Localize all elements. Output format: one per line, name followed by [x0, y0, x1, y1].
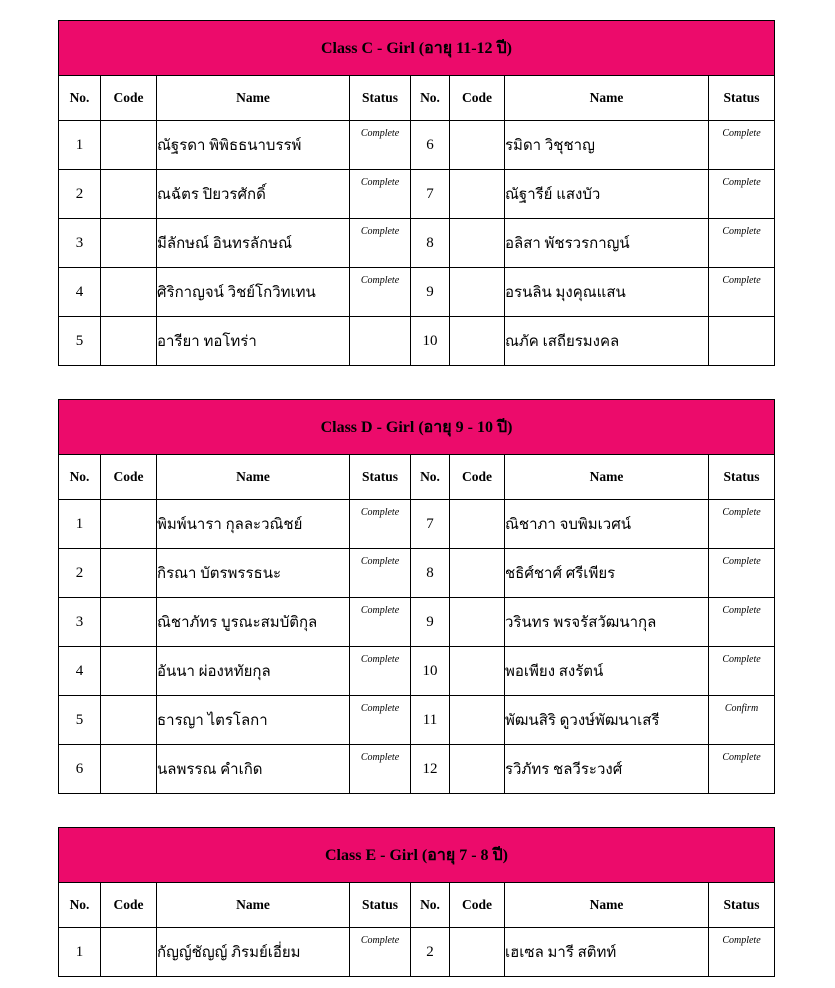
entry-number: 2	[59, 170, 101, 219]
status-label: Complete	[360, 177, 400, 188]
entry-code	[101, 121, 157, 170]
status-label: Complete	[722, 128, 761, 139]
entry-name: ณิชาภัทร บูรณะสมบัติกุล	[157, 598, 350, 647]
entry-name: ธารญา ไตรโลกา	[157, 696, 350, 745]
entry-status	[350, 598, 411, 647]
entry-status	[350, 268, 411, 317]
entry-code	[101, 745, 157, 794]
entry-name: อันนา ผ่องหทัยกุล	[157, 647, 350, 696]
entry-code	[101, 317, 157, 366]
entry-name: พิมพ์นารา กุลละวณิชย์	[157, 500, 350, 549]
entry-number: 1	[59, 500, 101, 549]
header-no: No.	[59, 883, 101, 928]
entry-code	[101, 268, 157, 317]
entry-name: มีลักษณ์ อินทรลักษณ์	[157, 219, 350, 268]
class-d-title: Class D - Girl (อายุ 9 - 10 ปี)	[59, 400, 775, 455]
entry-name: ณภัค เสถียรมงคล	[505, 317, 709, 366]
header-code: Code	[101, 883, 157, 928]
entry-number: 10	[411, 647, 450, 696]
entry-number: 12	[411, 745, 450, 794]
header-code: Code	[450, 883, 505, 928]
entry-number: 6	[59, 745, 101, 794]
entry-code	[101, 647, 157, 696]
entry-status	[350, 317, 411, 366]
entry-name: ณฉัตร ปิยวรศักดิ์	[157, 170, 350, 219]
entry-number: 2	[411, 928, 450, 977]
header-status: Status	[350, 883, 411, 928]
entry-code	[450, 745, 505, 794]
entry-number: 7	[411, 170, 450, 219]
status-label: Complete	[722, 654, 761, 665]
entry-code	[101, 500, 157, 549]
entry-name: อารียา ทอโทร่า	[157, 317, 350, 366]
header-name: Name	[157, 76, 350, 121]
entry-number: 8	[411, 549, 450, 598]
entry-number: 1	[59, 121, 101, 170]
entry-status	[350, 121, 411, 170]
header-code: Code	[450, 455, 505, 500]
entry-status	[709, 219, 775, 268]
table-row	[59, 745, 775, 794]
entry-status	[709, 696, 775, 745]
entry-name: ณัฐารีย์ แสงบัว	[505, 170, 709, 219]
header-name: Name	[157, 883, 350, 928]
header-name: Name	[505, 455, 709, 500]
entry-code	[101, 549, 157, 598]
entry-number: 8	[411, 219, 450, 268]
header-no: No.	[411, 76, 450, 121]
entry-number: 4	[59, 647, 101, 696]
entry-number: 1	[59, 928, 101, 977]
status-label: Complete	[360, 703, 400, 714]
entry-status	[709, 745, 775, 794]
entry-code	[450, 647, 505, 696]
entry-name: ณัฐรดา พิพิธธนาบรรพ์	[157, 121, 350, 170]
entry-number: 2	[59, 549, 101, 598]
header-no: No.	[411, 883, 450, 928]
table-row	[59, 268, 775, 317]
entry-name: พัฒนสิริ ดูวงษ์พัฒนาเสรี	[505, 696, 709, 745]
entry-status	[709, 500, 775, 549]
entry-code	[450, 549, 505, 598]
entry-status	[350, 647, 411, 696]
status-label: Complete	[360, 275, 400, 286]
status-label: Complete	[722, 935, 761, 946]
table-row	[59, 647, 775, 696]
entry-number: 3	[59, 219, 101, 268]
table-row	[59, 317, 775, 366]
entry-code	[101, 598, 157, 647]
entry-code	[450, 500, 505, 549]
entry-status	[350, 928, 411, 977]
entry-code	[450, 121, 505, 170]
entry-status	[709, 317, 775, 366]
entry-number: 4	[59, 268, 101, 317]
status-label: Complete	[722, 556, 761, 567]
table-row	[59, 696, 775, 745]
entry-name: ณิชาภา จบพิมเวศน์	[505, 500, 709, 549]
status-label: Complete	[360, 605, 400, 616]
entry-name: นลพรรณ คำเกิด	[157, 745, 350, 794]
header-no: No.	[59, 455, 101, 500]
status-label: Complete	[360, 226, 400, 237]
entry-code	[101, 170, 157, 219]
status-label: Confirm	[724, 703, 759, 714]
status-label: Complete	[360, 752, 400, 763]
status-label	[709, 317, 774, 324]
entry-name: รมิดา วิชุชาญ	[505, 121, 709, 170]
class-e-table	[58, 827, 775, 977]
entry-status	[350, 696, 411, 745]
entry-name: พอเพียง สงรัตน์	[505, 647, 709, 696]
status-label: Complete	[722, 507, 761, 518]
header-status: Status	[709, 883, 775, 928]
status-label	[350, 317, 410, 324]
entry-status	[350, 745, 411, 794]
entry-name: อลิสา พัชรวรกาญน์	[505, 219, 709, 268]
entry-number: 10	[411, 317, 450, 366]
status-label: Complete	[722, 226, 761, 237]
class-e-section	[58, 827, 774, 977]
entry-number: 5	[59, 317, 101, 366]
entry-number: 5	[59, 696, 101, 745]
entry-name: กัญญ์ชัญญ์ ภิรมย์เอี่ยม	[157, 928, 350, 977]
class-c-title: Class C - Girl (อายุ 11-12 ปี)	[59, 21, 775, 76]
table-row	[59, 500, 775, 549]
entry-number: 3	[59, 598, 101, 647]
status-label: Complete	[360, 128, 400, 139]
header-code: Code	[101, 455, 157, 500]
header-code: Code	[101, 76, 157, 121]
entry-status	[350, 219, 411, 268]
entry-code	[450, 696, 505, 745]
entry-code	[450, 317, 505, 366]
header-name: Name	[505, 76, 709, 121]
class-d-table	[58, 399, 775, 794]
entry-number: 11	[411, 696, 450, 745]
table-row	[59, 928, 775, 977]
class-c-section	[58, 20, 774, 366]
header-status: Status	[350, 455, 411, 500]
entry-name: ชธิศ์ชาศ์ ศรีเพียร	[505, 549, 709, 598]
entry-status	[350, 500, 411, 549]
table-row	[59, 598, 775, 647]
status-label: Complete	[360, 507, 400, 518]
entry-code	[101, 696, 157, 745]
table-row	[59, 219, 775, 268]
entry-code	[450, 219, 505, 268]
entry-status	[709, 647, 775, 696]
header-status: Status	[350, 76, 411, 121]
class-c-table	[58, 20, 775, 366]
entry-code	[101, 219, 157, 268]
entry-code	[450, 170, 505, 219]
entry-number: 7	[411, 500, 450, 549]
table-row	[59, 170, 775, 219]
table-row	[59, 549, 775, 598]
table-row	[59, 121, 775, 170]
entry-name: วรินทร พรจรัสวัฒนากุล	[505, 598, 709, 647]
entry-code	[450, 268, 505, 317]
entry-status	[709, 268, 775, 317]
entry-code	[450, 928, 505, 977]
entry-number: 6	[411, 121, 450, 170]
status-label: Complete	[722, 752, 761, 763]
entry-status	[709, 549, 775, 598]
entry-number: 9	[411, 268, 450, 317]
header-name: Name	[505, 883, 709, 928]
header-status: Status	[709, 76, 775, 121]
header-code: Code	[450, 76, 505, 121]
status-label: Complete	[722, 177, 761, 188]
header-name: Name	[157, 455, 350, 500]
entry-name: รวิภัทร ชลวีระวงศ์	[505, 745, 709, 794]
entry-number: 9	[411, 598, 450, 647]
class-e-title: Class E - Girl (อายุ 7 - 8 ปี)	[59, 828, 775, 883]
entry-code	[450, 598, 505, 647]
entry-name: ศิริกาญจน์ วิชย์โกวิทเทน	[157, 268, 350, 317]
class-d-section	[58, 399, 774, 794]
status-label: Complete	[360, 935, 400, 946]
entry-name: เฮเซล มารี สติทท์	[505, 928, 709, 977]
status-label: Complete	[722, 605, 761, 616]
entry-status	[709, 598, 775, 647]
entry-name: กิรณา บัตรพรรธนะ	[157, 549, 350, 598]
entry-status	[350, 170, 411, 219]
entry-code	[101, 928, 157, 977]
header-status: Status	[709, 455, 775, 500]
status-label: Complete	[722, 275, 761, 286]
status-label: Complete	[360, 556, 400, 567]
header-no: No.	[59, 76, 101, 121]
entry-status	[709, 121, 775, 170]
entry-status	[350, 549, 411, 598]
entry-status	[709, 928, 775, 977]
entry-name: อรนลิน มุงคุณแสน	[505, 268, 709, 317]
status-label: Complete	[360, 654, 400, 665]
entry-status	[709, 170, 775, 219]
header-no: No.	[411, 455, 450, 500]
